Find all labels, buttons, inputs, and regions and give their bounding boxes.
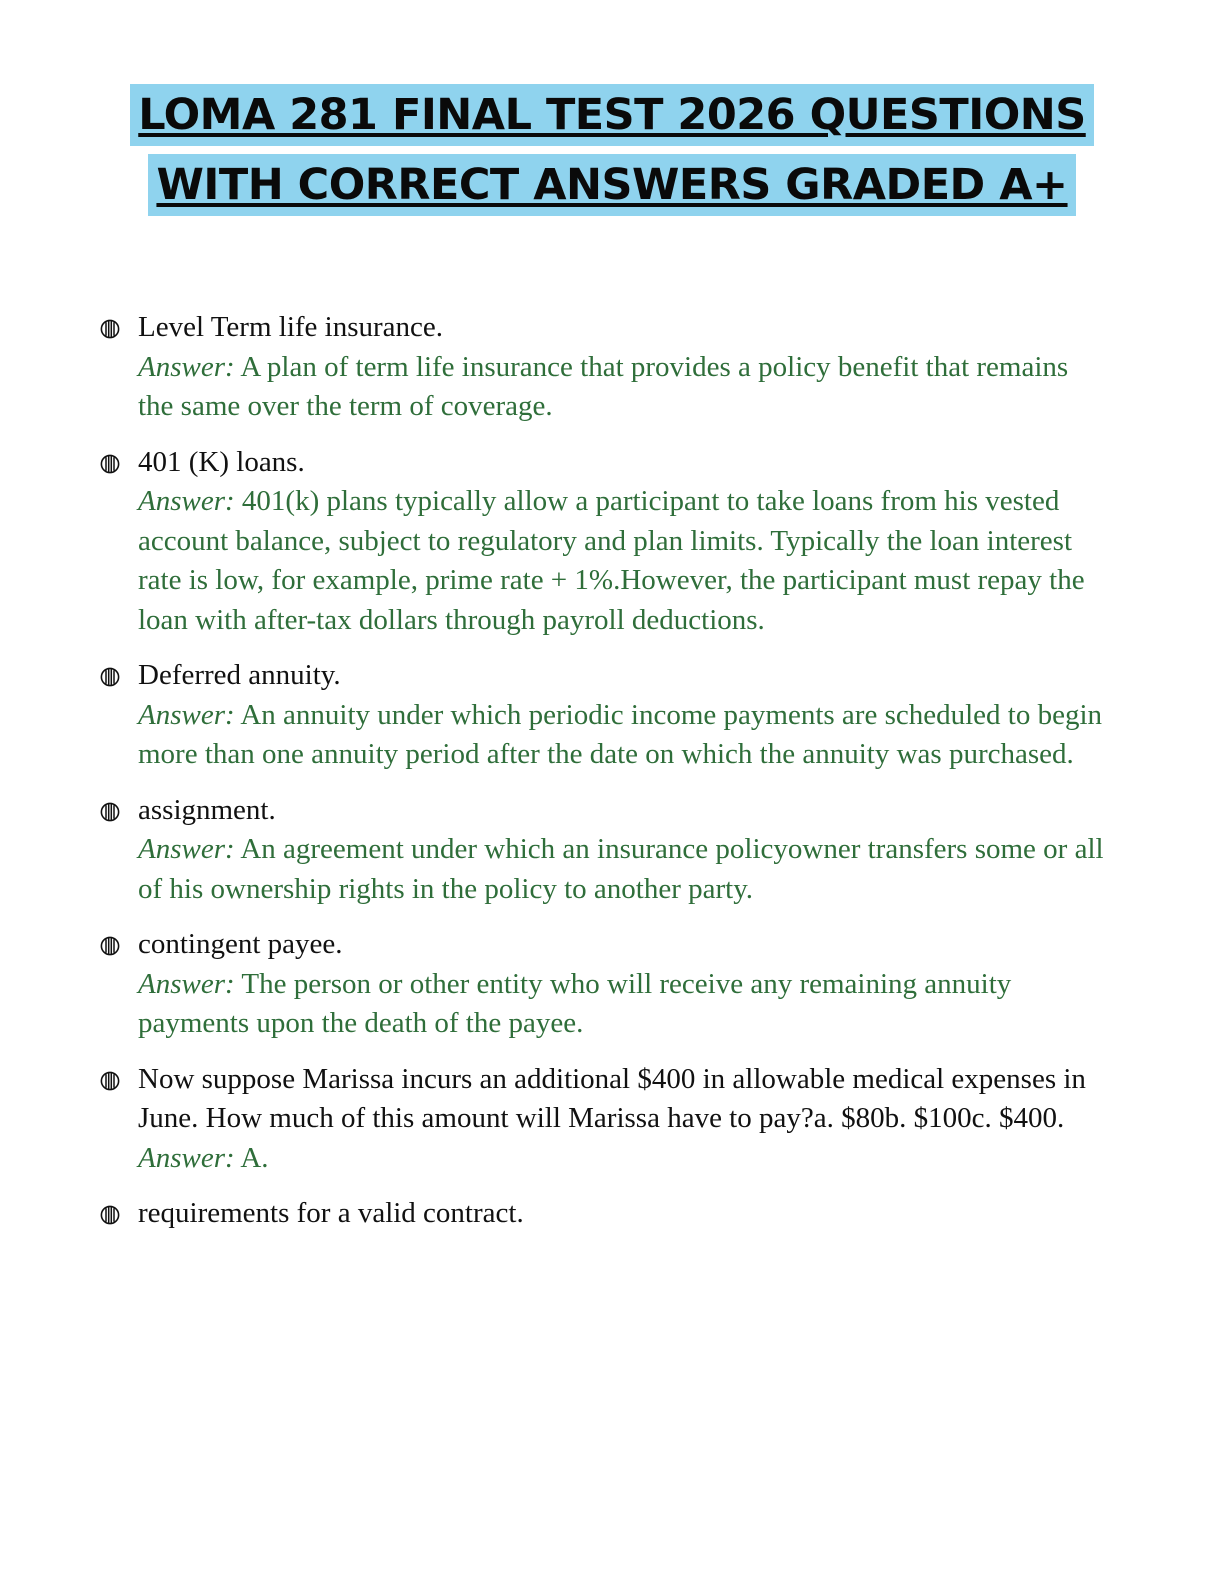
qa-item: [100, 443, 1110, 641]
qa-item: [100, 1194, 1110, 1234]
answer-label: Answer:: [138, 833, 235, 865]
question-text: requirements for a valid contract.: [138, 1197, 524, 1229]
striped-circle-icon: [100, 936, 120, 956]
title-line-2: WITH CORRECT ANSWERS GRADED A+: [148, 154, 1075, 216]
answer-text: A plan of term life insurance that provides a policy benefit that remains the same over the term of coverage.: [138, 350, 1069, 422]
question-text: Level Term life insurance.: [138, 311, 444, 343]
answer-block: [138, 482, 1110, 640]
striped-circle-icon: [100, 1205, 120, 1225]
answer-label: Answer:: [138, 1141, 235, 1174]
answer-text: A.: [240, 1141, 269, 1174]
qa-item: [100, 925, 1110, 1044]
answer-label: Answer:: [138, 698, 235, 731]
qa-item: [100, 308, 1110, 427]
qa-list: [100, 308, 1110, 1250]
question-text: Now suppose Marissa incurs an additional $400 in allowable medical expenses in June. How much of this amount will Marissa have to pay?a. $80b. $100c. $400.: [138, 1062, 1086, 1134]
question-text: contingent payee.: [138, 928, 343, 960]
striped-circle-icon: [100, 319, 120, 339]
question-text: assignment.: [138, 793, 276, 826]
answer-text: An agreement under which an insurance policyowner transfers some or all of his ownership rights in the policy to another party.: [138, 833, 1104, 905]
title-line-1: LOMA 281 FINAL TEST 2026 QUESTIONS: [130, 84, 1093, 146]
striped-circle-icon: [100, 1071, 120, 1091]
qa-item: [100, 1060, 1110, 1179]
document-title: [0, 84, 1224, 216]
striped-circle-icon: [100, 802, 120, 822]
answer-text: The person or other entity who will receive any remaining annuity payments upon the death of the payee.: [138, 967, 1012, 1039]
qa-item: [100, 656, 1110, 775]
answer-block: [138, 965, 1110, 1044]
answer-label: Answer:: [138, 350, 235, 383]
answer-text: 401(k) plans typically allow a participant to take loans from his vested account balance, subject to regulatory and plan limits. Typically the loan interest rate is low, for example, prime rate + 1%.However, the participant must repay the loan with after-tax dollars through payroll deductions.: [138, 485, 1085, 636]
answer-text: An annuity under which periodic income payments are scheduled to begin more than one annuity period after the date on which the annuity was purchased.: [138, 698, 1103, 770]
answer-block: [138, 348, 1110, 427]
answer-label: Answer:: [138, 485, 235, 517]
answer-block: [138, 830, 1110, 909]
answer-block: [138, 696, 1110, 775]
qa-item: [100, 791, 1110, 910]
answer-label: Answer:: [138, 967, 235, 1000]
question-text: Deferred annuity.: [138, 659, 341, 691]
question-text: 401 (K) loans.: [138, 445, 305, 478]
answer-block: [138, 1139, 1110, 1179]
striped-circle-icon: [100, 667, 120, 687]
striped-circle-icon: [100, 454, 120, 474]
